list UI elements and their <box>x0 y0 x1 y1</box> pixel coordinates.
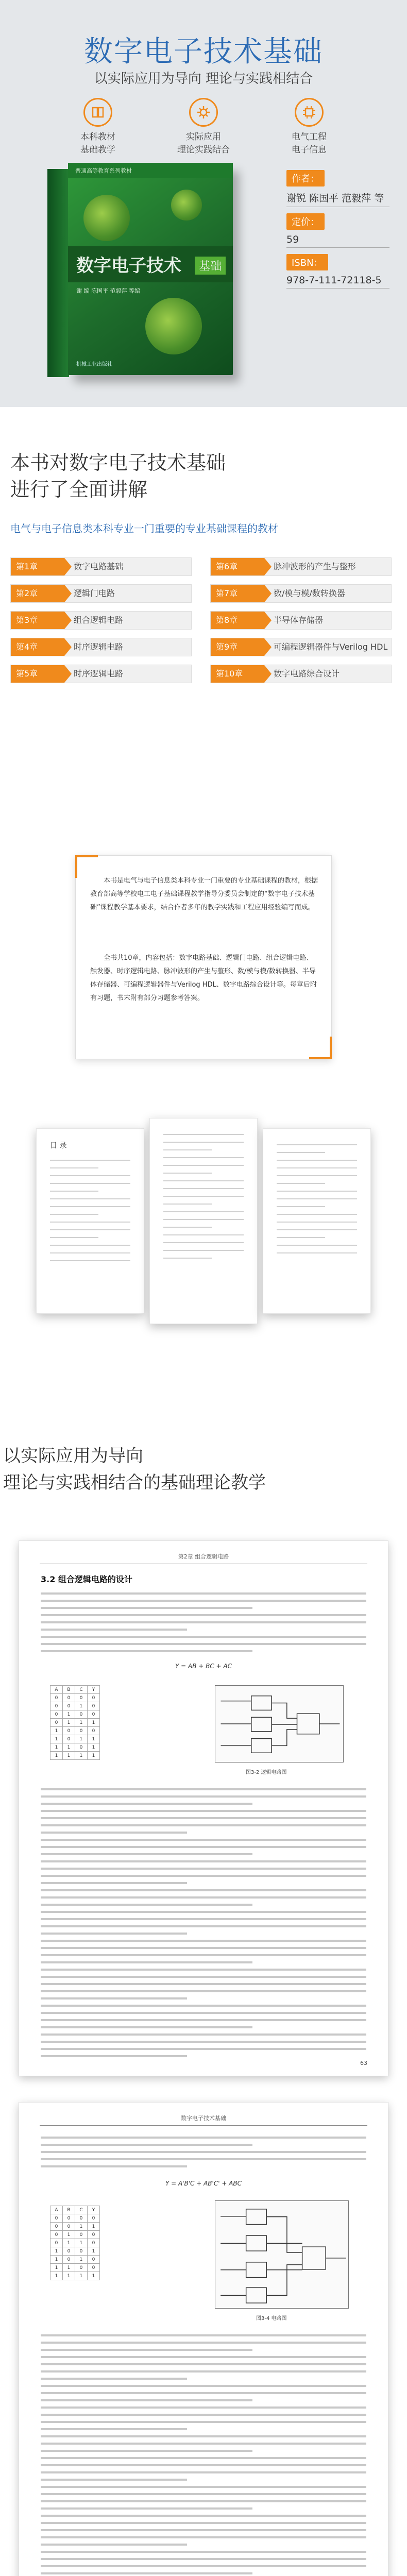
chapter-item <box>210 638 392 656</box>
book-page-sample <box>19 2102 388 2576</box>
book-title-tag: 基础 <box>195 257 226 275</box>
feature-label: 理论实践结合 <box>177 145 230 155</box>
decor-circle <box>171 190 202 221</box>
feature-item <box>270 98 348 157</box>
chip-icon <box>295 98 324 127</box>
feature-label: 电子信息 <box>292 145 327 155</box>
book-spine <box>47 169 69 377</box>
book-page-sample <box>19 1540 388 2076</box>
chapter-name: 逻辑门电路 <box>74 588 115 598</box>
chapter-item <box>10 557 192 576</box>
catalog-lines <box>163 1134 244 1265</box>
catalog-preview <box>21 1118 386 1386</box>
intro-heading <box>10 449 226 503</box>
page-text-block <box>41 1592 366 1657</box>
circuit-diagram <box>215 2200 349 2309</box>
chapter-item <box>10 665 192 683</box>
gear-icon <box>189 98 218 127</box>
chapter-item <box>10 584 192 603</box>
page-section-heading: 3.2 组合逻辑电路的设计 <box>41 1574 132 1584</box>
chapter-number: 第5章 <box>11 665 64 683</box>
feature-label: 实际应用 <box>186 132 221 142</box>
book-title-band <box>68 246 233 282</box>
chapter-name: 组合逻辑电路 <box>74 615 124 625</box>
book-cover-image <box>47 164 269 380</box>
chapter-name: 数字电路综合设计 <box>274 669 340 679</box>
chapter-name: 时序逻辑电路 <box>74 669 124 679</box>
feature-item <box>165 98 242 157</box>
book-icon <box>83 98 112 127</box>
chapter-item <box>210 584 392 603</box>
chapter-name: 数/模与模/数转换器 <box>274 588 345 598</box>
catalog-page <box>149 1118 258 1324</box>
feature-label: 电气工程 <box>292 132 327 142</box>
book-info-panel <box>286 170 389 295</box>
catalog-lines <box>50 1160 130 1268</box>
book-authors: 谢 编 陈国平 范毅萍 等编 <box>76 287 140 294</box>
chapter-name: 可编程逻辑器件与Verilog HDL <box>274 642 388 652</box>
catalog-page <box>36 1128 144 1314</box>
page-text-block <box>41 2137 366 2173</box>
chapter-number: 第4章 <box>11 638 64 656</box>
circuit-diagram <box>215 1685 344 1762</box>
feature-item <box>59 98 137 157</box>
book-description-card <box>75 855 332 1059</box>
book-series-band <box>68 163 233 178</box>
chapter-item <box>210 557 392 576</box>
section2-heading-line: 理论与实践相结合的基础理论教学 <box>3 1472 266 1493</box>
decor-circle <box>83 195 130 241</box>
truth-table: A B C Y 0 0 0 0 0 0 1 0 0 1 0 0 0 1 1 1 1 0 0 0 1 0 1 1 1 1 0 1 1 1 1 1 <box>50 1685 100 1760</box>
feature-label: 基础教学 <box>80 145 115 155</box>
hero-subtitle: 以实际应用为导向 理论与实践相结合 <box>94 71 313 87</box>
hero-title: 数字电子技术基础 <box>84 35 323 69</box>
catalog-lines <box>277 1144 357 1260</box>
book-series-text: 普通高等教育系列教材 <box>75 167 132 174</box>
chapter-name: 脉冲波形的产生与整形 <box>274 562 357 571</box>
info-label: ISBN： <box>286 254 328 270</box>
chapter-number: 第1章 <box>11 558 64 575</box>
page-running-header: 第2章 组合逻辑电路 <box>40 1552 367 1564</box>
page-formula: Y = AB + BC + AC <box>175 1663 232 1670</box>
intro-heading-line: 进行了全面讲解 <box>10 478 148 501</box>
section2-heading <box>0 1443 266 1496</box>
chapter-number: 第7章 <box>211 585 264 602</box>
page-text-block <box>41 1788 366 2062</box>
info-value: 978-7-111-72118-5 <box>286 275 389 289</box>
figure-caption: 图3-2 逻辑电路图 <box>246 1770 287 1775</box>
info-value: 谢锐 陈国平 范毅萍 等 <box>286 191 389 207</box>
chapter-number: 第3章 <box>11 612 64 629</box>
intro-heading-line: 本书对数字电子技术基础 <box>10 451 226 474</box>
info-value: 59 <box>286 234 389 248</box>
page-running-header: 数字电子技术基础 <box>40 2114 367 2126</box>
chapter-item <box>10 611 192 630</box>
chapter-number: 第6章 <box>211 558 264 575</box>
page-formula: Y = A'B'C + AB'C' + ABC <box>165 2180 242 2187</box>
truth-table: A B C Y 0 0 0 0 0 0 1 1 0 1 0 0 0 1 1 0 1 0 0 1 1 0 1 0 1 1 0 0 1 1 1 1 <box>50 2206 100 2280</box>
book-title: 数字电子技术 <box>76 256 181 276</box>
section2-heading-line: 以实际应用为导向 <box>3 1446 143 1466</box>
decor-circle <box>145 298 202 354</box>
info-label: 定价： <box>286 213 325 230</box>
description-paragraph: 本书是电气与电子信息类本科专业一门重要的专业基础课程的教材，根据教育部高等学校电工电子基础课程教学指导分委员会制定的“数字电子技术基础”课程教学基本要求，结合作者多年的教学实践和工程应用经验编写而成。 <box>90 877 318 911</box>
chapter-item <box>210 611 392 630</box>
catalog-heading: 目 录 <box>50 1142 67 1150</box>
chapter-number: 第10章 <box>211 665 264 683</box>
catalog-page <box>263 1128 371 1314</box>
chapter-item <box>210 665 392 683</box>
page-number: 63 <box>360 2060 367 2066</box>
chapter-item <box>10 638 192 656</box>
chapter-name: 半导体存储器 <box>274 615 324 625</box>
description-paragraph: 全书共10章，内容包括：数字电路基础、逻辑门电路、组合逻辑电路、触发器、时序逻辑电路、脉冲波形的产生与整形、数/模与模/数转换器、半导体存储器、可编程逻辑器件与Verilog HDL、数字电路综合设计等。每章后附有习题，书末附有部分习题参考答案。 <box>90 954 317 1002</box>
chapter-number: 第8章 <box>211 612 264 629</box>
chapter-number: 第9章 <box>211 638 264 656</box>
page-text-block <box>41 2334 366 2576</box>
hero-banner <box>0 0 407 407</box>
chapter-name: 时序逻辑电路 <box>74 642 124 652</box>
feature-label: 本科教材 <box>80 132 115 142</box>
book-publisher: 机械工业出版社 <box>76 362 112 367</box>
chapter-name: 数字电路基础 <box>74 562 124 571</box>
intro-subtitle: 电气与电子信息类本科专业一门重要的专业基础课程的教材 <box>10 522 278 535</box>
chapter-number: 第2章 <box>11 585 64 602</box>
info-label: 作者： <box>286 170 325 187</box>
figure-caption: 图3-4 电路图 <box>256 2316 287 2321</box>
